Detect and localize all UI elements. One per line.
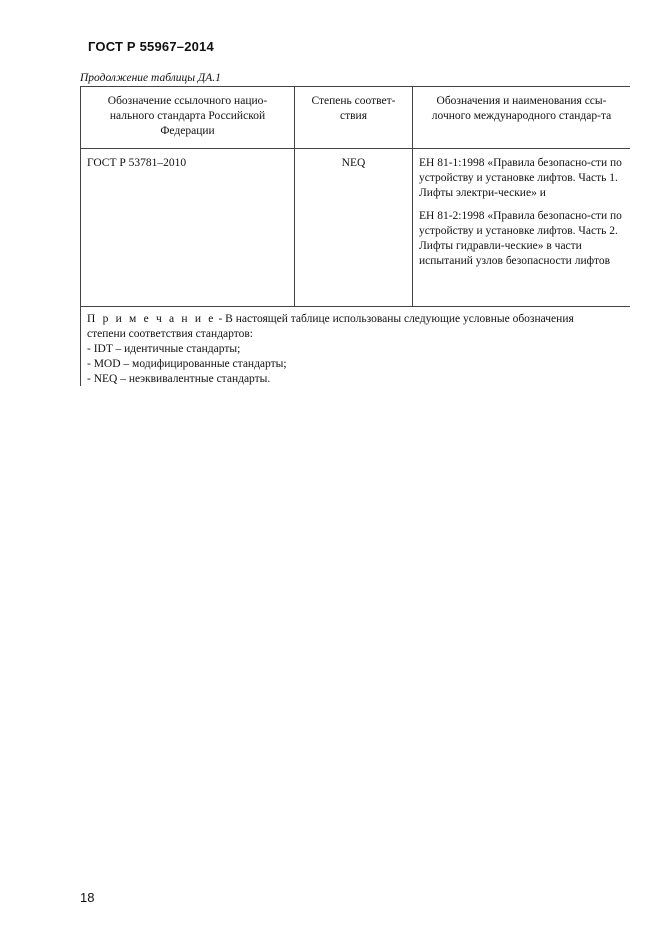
table-note bbox=[81, 307, 631, 387]
reference-table-grid bbox=[80, 86, 630, 386]
cell-national-standard: ГОСТ Р 53781–2010 bbox=[81, 149, 295, 307]
note-line-2: степени соответствия стандартов: bbox=[87, 328, 253, 340]
international-standard-1: ЕН 81-1:1998 «Правила безопасно-сти по устройству и установке лифтов. Часть 1. Лифты электри-ческие» и bbox=[419, 157, 622, 199]
document-code: ГОСТ Р 55967–2014 bbox=[88, 39, 214, 54]
note-item-idt: - IDT – идентичные стандарты; bbox=[87, 343, 241, 355]
column-header-international: Обозначения и наименования ссы-лочного международного стандар-та bbox=[413, 87, 631, 149]
note-line-1 bbox=[87, 312, 624, 327]
table-note-row bbox=[81, 307, 631, 387]
page-number: 18 bbox=[80, 890, 95, 905]
note-text-1: - В настоящей таблице использованы следующие условные обозначения bbox=[215, 313, 574, 325]
note-item-mod: - MOD – модифицированные стандарты; bbox=[87, 358, 287, 370]
column-header-degree: Степень соответ-ствия bbox=[295, 87, 413, 149]
note-item-neq: - NEQ – неэквивалентные стандарты. bbox=[87, 373, 271, 385]
table-caption: Продолжение таблицы ДА.1 bbox=[80, 72, 221, 84]
cell-international bbox=[413, 149, 631, 307]
note-label: П р и м е ч а н и е bbox=[87, 313, 216, 325]
cell-degree: NEQ bbox=[295, 149, 413, 307]
international-standard-2: ЕН 81-2:1998 «Правила безопасно-сти по устройству и установке лифтов. Часть 2. Лифты гидравли-ческие» в части испытаний узлов безопасности лифтов bbox=[419, 210, 622, 267]
table-row bbox=[81, 149, 631, 307]
column-header-national: Обозначение ссылочного нацио-нального стандарта Российской Федерации bbox=[81, 87, 295, 149]
table-header-row bbox=[81, 87, 631, 149]
reference-table bbox=[80, 86, 630, 386]
